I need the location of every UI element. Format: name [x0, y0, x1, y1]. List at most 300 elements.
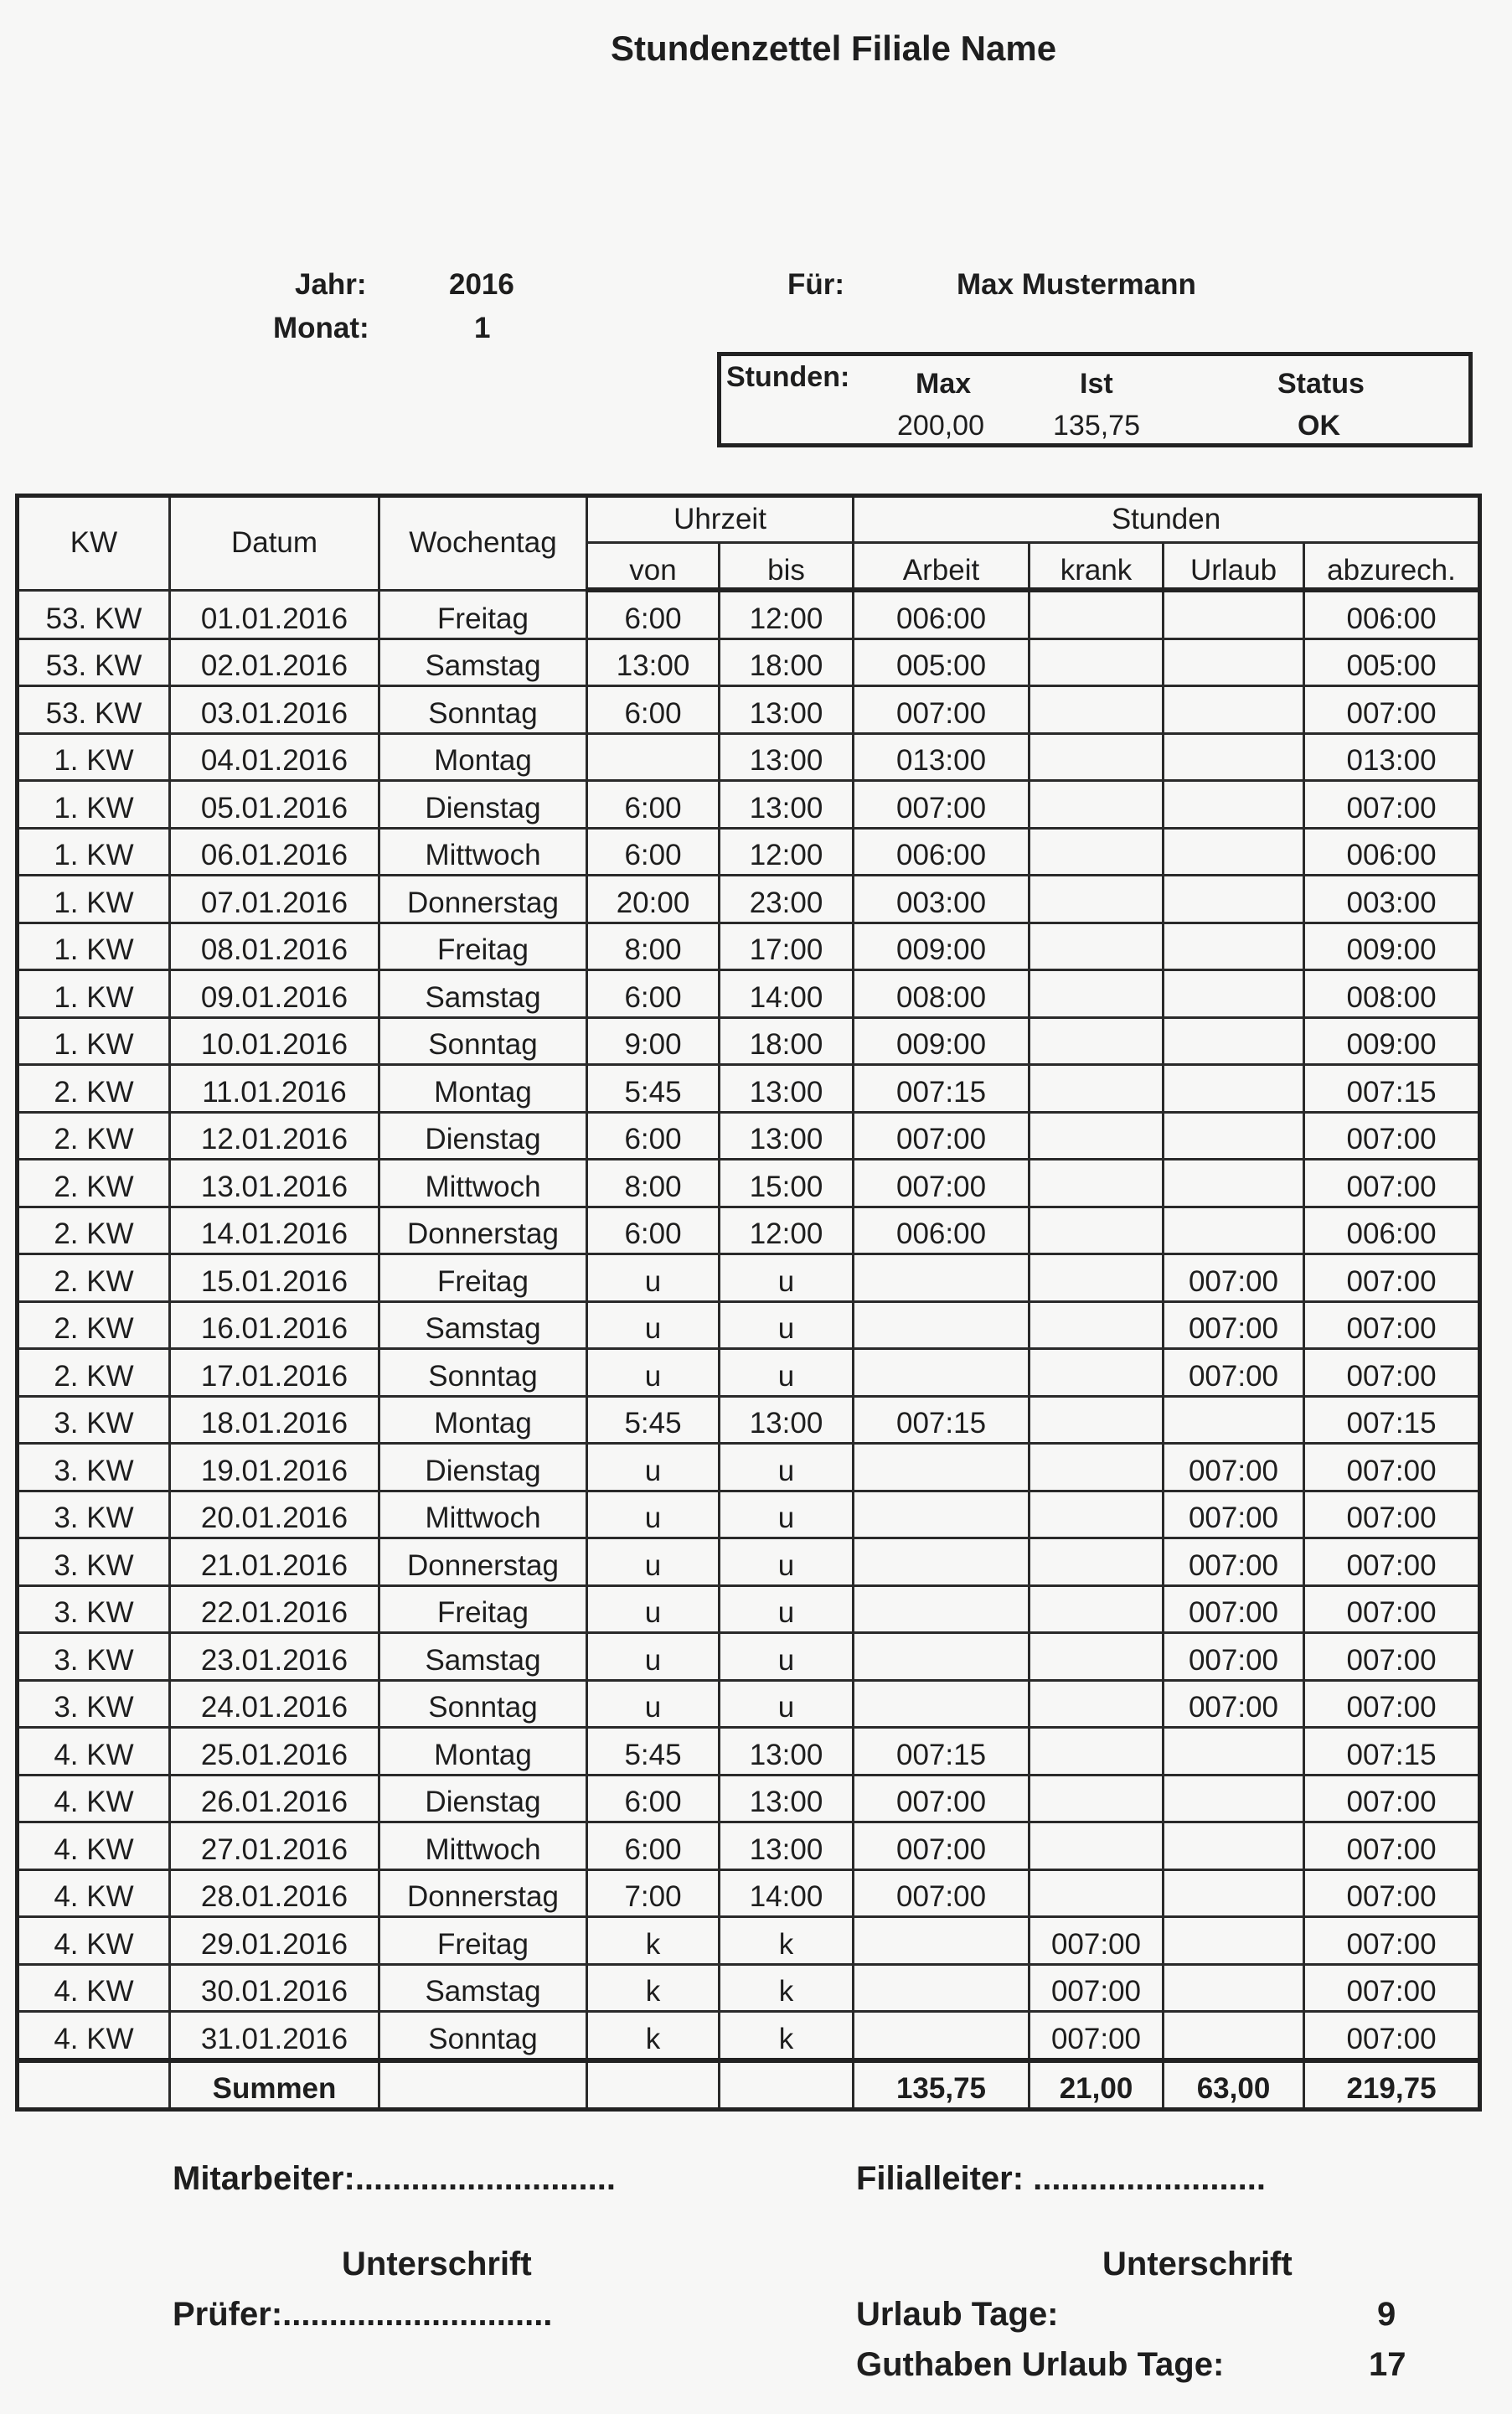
cell-urlaub: [1164, 1065, 1304, 1113]
cell-abzurech: 007:00: [1304, 1112, 1480, 1160]
cell-kw: 3. KW: [18, 1491, 170, 1538]
cell-urlaub: 007:00: [1164, 1254, 1304, 1302]
cell-wochentag: Freitag: [379, 590, 587, 638]
cell-bis: u: [720, 1538, 854, 1586]
cell-krank: [1030, 1396, 1164, 1444]
cell-datum: 31.01.2016: [170, 2012, 379, 2060]
urlaub-tage-value: 9: [1377, 2296, 1396, 2333]
table-row: [18, 876, 1480, 923]
cell-krank: [1030, 590, 1164, 638]
cell-urlaub: [1164, 1964, 1304, 2012]
cell-wochentag: Freitag: [379, 1917, 587, 1965]
cell-datum: 18.01.2016: [170, 1396, 379, 1444]
cell-datum: 25.01.2016: [170, 1728, 379, 1776]
cell-datum: 26.01.2016: [170, 1775, 379, 1822]
cell-arbeit: 007:00: [854, 1869, 1030, 1917]
cell-arbeit: 007:00: [854, 1775, 1030, 1822]
table-row: [18, 1775, 1480, 1822]
cell-datum: 13.01.2016: [170, 1160, 379, 1207]
cell-urlaub: [1164, 638, 1304, 686]
cell-krank: [1030, 1585, 1164, 1633]
cell-kw: 2. KW: [18, 1207, 170, 1254]
cell-wochentag: Samstag: [379, 970, 587, 1018]
cell-bis: u: [720, 1585, 854, 1633]
table-row: [18, 781, 1480, 829]
cell-kw: 2. KW: [18, 1254, 170, 1302]
cell-datum: 07.01.2016: [170, 876, 379, 923]
cell-bis: 17:00: [720, 923, 854, 970]
cell-kw: 2. KW: [18, 1349, 170, 1397]
cell-abzurech: 009:00: [1304, 923, 1480, 970]
cell-kw: 3. KW: [18, 1538, 170, 1586]
cell-arbeit: 009:00: [854, 1017, 1030, 1065]
cell-bis: 14:00: [720, 1869, 854, 1917]
cell-bis: 13:00: [720, 1396, 854, 1444]
cell-kw: 4. KW: [18, 1964, 170, 2012]
cell-datum: 11.01.2016: [170, 1065, 379, 1113]
cell-abzurech: 007:00: [1304, 1444, 1480, 1491]
cell-wochentag: Donnerstag: [379, 1538, 587, 1586]
cell-kw: 2. KW: [18, 1160, 170, 1207]
cell-krank: [1030, 876, 1164, 923]
unterschrift-right: Unterschrift: [1102, 2246, 1293, 2282]
cell-bis: u: [720, 1254, 854, 1302]
cell-kw: 53. KW: [18, 686, 170, 734]
cell-kw: 4. KW: [18, 1917, 170, 1965]
header-datum: Datum: [170, 496, 379, 591]
table-row: [18, 1349, 1480, 1397]
cell-datum: 04.01.2016: [170, 733, 379, 781]
cell-krank: [1030, 828, 1164, 876]
cell-arbeit: 007:00: [854, 1160, 1030, 1207]
header-urlaub: Urlaub: [1164, 543, 1304, 591]
cell-abzurech: 007:00: [1304, 1964, 1480, 2012]
cell-kw: 1. KW: [18, 733, 170, 781]
cell-krank: [1030, 1775, 1164, 1822]
cell-krank: [1030, 1301, 1164, 1349]
cell-abzurech: 007:00: [1304, 1538, 1480, 1586]
sum-empty-bis: [720, 2060, 854, 2110]
table-row: [18, 590, 1480, 638]
monat-label: Monat:: [273, 312, 369, 344]
cell-von: 6:00: [587, 590, 720, 638]
table-row: [18, 1633, 1480, 1681]
cell-wochentag: Dienstag: [379, 1112, 587, 1160]
cell-abzurech: 006:00: [1304, 1207, 1480, 1254]
cell-arbeit: [854, 1964, 1030, 2012]
table-row: [18, 1491, 1480, 1538]
cell-datum: 01.01.2016: [170, 590, 379, 638]
cell-datum: 27.01.2016: [170, 1822, 379, 1870]
cell-kw: 1. KW: [18, 781, 170, 829]
cell-bis: 12:00: [720, 1207, 854, 1254]
cell-wochentag: Montag: [379, 1065, 587, 1113]
cell-wochentag: Sonntag: [379, 686, 587, 734]
cell-urlaub: [1164, 1917, 1304, 1965]
sum-empty-kw: [18, 2060, 170, 2110]
cell-kw: 53. KW: [18, 638, 170, 686]
cell-wochentag: Dienstag: [379, 781, 587, 829]
cell-krank: [1030, 1633, 1164, 1681]
cell-bis: 13:00: [720, 1775, 854, 1822]
cell-kw: 4. KW: [18, 2012, 170, 2060]
cell-urlaub: [1164, 1775, 1304, 1822]
header-krank: krank: [1030, 543, 1164, 591]
table-row: [18, 733, 1480, 781]
cell-urlaub: [1164, 876, 1304, 923]
cell-abzurech: 007:00: [1304, 1349, 1480, 1397]
fuer-label: Für:: [787, 268, 845, 301]
cell-bis: u: [720, 1680, 854, 1728]
cell-urlaub: [1164, 1112, 1304, 1160]
header-stunden: Stunden: [854, 496, 1480, 543]
cell-datum: 14.01.2016: [170, 1207, 379, 1254]
cell-krank: [1030, 1017, 1164, 1065]
cell-von: 6:00: [587, 1112, 720, 1160]
cell-arbeit: 006:00: [854, 1207, 1030, 1254]
cell-urlaub: [1164, 2012, 1304, 2060]
cell-bis: u: [720, 1301, 854, 1349]
cell-von: 6:00: [587, 781, 720, 829]
cell-abzurech: 005:00: [1304, 638, 1480, 686]
cell-datum: 28.01.2016: [170, 1869, 379, 1917]
cell-abzurech: 007:00: [1304, 686, 1480, 734]
cell-krank: [1030, 686, 1164, 734]
table-row: [18, 1017, 1480, 1065]
cell-krank: [1030, 638, 1164, 686]
cell-abzurech: 007:00: [1304, 1254, 1480, 1302]
cell-von: 6:00: [587, 686, 720, 734]
cell-bis: k: [720, 1964, 854, 2012]
cell-kw: 2. KW: [18, 1112, 170, 1160]
cell-urlaub: 007:00: [1164, 1444, 1304, 1491]
cell-abzurech: 007:00: [1304, 1301, 1480, 1349]
table-row: [18, 1207, 1480, 1254]
cell-wochentag: Freitag: [379, 923, 587, 970]
cell-bis: 13:00: [720, 1112, 854, 1160]
cell-abzurech: 007:00: [1304, 1822, 1480, 1870]
cell-von: 6:00: [587, 970, 720, 1018]
cell-krank: [1030, 781, 1164, 829]
cell-kw: 3. KW: [18, 1585, 170, 1633]
cell-von: u: [587, 1491, 720, 1538]
summary-status-value: OK: [1298, 410, 1340, 442]
cell-abzurech: 007:15: [1304, 1065, 1480, 1113]
cell-von: 6:00: [587, 828, 720, 876]
cell-bis: u: [720, 1633, 854, 1681]
cell-urlaub: 007:00: [1164, 1538, 1304, 1586]
cell-arbeit: [854, 1254, 1030, 1302]
cell-abzurech: 007:00: [1304, 1917, 1480, 1965]
cell-abzurech: 007:00: [1304, 1775, 1480, 1822]
cell-arbeit: 008:00: [854, 970, 1030, 1018]
cell-krank: [1030, 923, 1164, 970]
pruefer-signature-line: Prüfer:.............................: [173, 2296, 553, 2333]
cell-kw: 1. KW: [18, 828, 170, 876]
table-row: [18, 638, 1480, 686]
cell-urlaub: 007:00: [1164, 1633, 1304, 1681]
cell-datum: 20.01.2016: [170, 1491, 379, 1538]
cell-arbeit: [854, 1633, 1030, 1681]
cell-wochentag: Donnerstag: [379, 876, 587, 923]
cell-krank: 007:00: [1030, 2012, 1164, 2060]
cell-datum: 23.01.2016: [170, 1633, 379, 1681]
cell-arbeit: 013:00: [854, 733, 1030, 781]
cell-bis: 13:00: [720, 781, 854, 829]
cell-wochentag: Dienstag: [379, 1444, 587, 1491]
cell-von: 7:00: [587, 1869, 720, 1917]
cell-wochentag: Mittwoch: [379, 828, 587, 876]
sum-arbeit: 135,75: [854, 2060, 1030, 2110]
cell-krank: [1030, 1160, 1164, 1207]
cell-krank: [1030, 1869, 1164, 1917]
table-row: [18, 1585, 1480, 1633]
cell-urlaub: [1164, 1728, 1304, 1776]
cell-von: u: [587, 1538, 720, 1586]
cell-urlaub: [1164, 590, 1304, 638]
cell-arbeit: [854, 1917, 1030, 1965]
cell-urlaub: [1164, 781, 1304, 829]
cell-von: k: [587, 2012, 720, 2060]
cell-datum: 22.01.2016: [170, 1585, 379, 1633]
cell-wochentag: Samstag: [379, 638, 587, 686]
cell-urlaub: 007:00: [1164, 1585, 1304, 1633]
cell-wochentag: Sonntag: [379, 2012, 587, 2060]
cell-datum: 02.01.2016: [170, 638, 379, 686]
cell-krank: [1030, 1491, 1164, 1538]
cell-kw: 2. KW: [18, 1065, 170, 1113]
cell-urlaub: [1164, 686, 1304, 734]
cell-abzurech: 003:00: [1304, 876, 1480, 923]
cell-wochentag: Montag: [379, 1728, 587, 1776]
cell-krank: [1030, 1680, 1164, 1728]
cell-krank: [1030, 1822, 1164, 1870]
header-von: von: [587, 543, 720, 591]
cell-urlaub: [1164, 828, 1304, 876]
cell-wochentag: Dienstag: [379, 1775, 587, 1822]
cell-abzurech: 007:00: [1304, 1680, 1480, 1728]
table-row: [18, 970, 1480, 1018]
sum-urlaub: 63,00: [1164, 2060, 1304, 2110]
cell-arbeit: [854, 1349, 1030, 1397]
cell-abzurech: 009:00: [1304, 1017, 1480, 1065]
table-row: [18, 1065, 1480, 1113]
cell-arbeit: 007:00: [854, 1112, 1030, 1160]
cell-von: u: [587, 1444, 720, 1491]
cell-abzurech: 013:00: [1304, 733, 1480, 781]
cell-arbeit: 006:00: [854, 590, 1030, 638]
cell-von: 6:00: [587, 1775, 720, 1822]
cell-kw: 53. KW: [18, 590, 170, 638]
cell-arbeit: 007:00: [854, 781, 1030, 829]
cell-urlaub: [1164, 733, 1304, 781]
summary-ist-label: Ist: [1080, 368, 1113, 400]
cell-arbeit: [854, 1301, 1030, 1349]
cell-arbeit: 007:15: [854, 1728, 1030, 1776]
cell-bis: 15:00: [720, 1160, 854, 1207]
table-row: [18, 1538, 1480, 1586]
cell-von: 5:45: [587, 1065, 720, 1113]
cell-urlaub: [1164, 1822, 1304, 1870]
table-row: [18, 1254, 1480, 1302]
cell-kw: 3. KW: [18, 1680, 170, 1728]
cell-arbeit: [854, 1491, 1030, 1538]
cell-kw: 4. KW: [18, 1728, 170, 1776]
cell-urlaub: [1164, 970, 1304, 1018]
cell-abzurech: 007:00: [1304, 1491, 1480, 1538]
cell-datum: 10.01.2016: [170, 1017, 379, 1065]
table-row: [18, 1112, 1480, 1160]
cell-von: 6:00: [587, 1207, 720, 1254]
cell-bis: 14:00: [720, 970, 854, 1018]
cell-wochentag: Sonntag: [379, 1017, 587, 1065]
jahr-value: 2016: [449, 268, 514, 301]
summary-max-value: 200,00: [897, 410, 984, 442]
cell-von: u: [587, 1680, 720, 1728]
cell-krank: [1030, 1444, 1164, 1491]
cell-arbeit: [854, 1585, 1030, 1633]
cell-arbeit: 006:00: [854, 828, 1030, 876]
cell-bis: 13:00: [720, 733, 854, 781]
cell-arbeit: 007:00: [854, 686, 1030, 734]
cell-abzurech: 008:00: [1304, 970, 1480, 1018]
monat-value: 1: [474, 312, 491, 344]
guthaben-urlaub-label: Guthaben Urlaub Tage:: [856, 2346, 1225, 2383]
cell-krank: [1030, 733, 1164, 781]
cell-wochentag: Montag: [379, 733, 587, 781]
cell-abzurech: 007:00: [1304, 781, 1480, 829]
cell-krank: 007:00: [1030, 1964, 1164, 2012]
cell-wochentag: Mittwoch: [379, 1491, 587, 1538]
cell-datum: 15.01.2016: [170, 1254, 379, 1302]
cell-wochentag: Sonntag: [379, 1680, 587, 1728]
cell-krank: [1030, 1538, 1164, 1586]
header-bis: bis: [720, 543, 854, 591]
cell-bis: k: [720, 2012, 854, 2060]
cell-urlaub: [1164, 923, 1304, 970]
cell-kw: 4. KW: [18, 1775, 170, 1822]
cell-krank: [1030, 1254, 1164, 1302]
cell-von: u: [587, 1633, 720, 1681]
cell-abzurech: 007:15: [1304, 1396, 1480, 1444]
cell-abzurech: 007:00: [1304, 2012, 1480, 2060]
cell-urlaub: 007:00: [1164, 1301, 1304, 1349]
cell-urlaub: 007:00: [1164, 1680, 1304, 1728]
sum-empty-wochentag: [379, 2060, 587, 2110]
cell-wochentag: Donnerstag: [379, 1207, 587, 1254]
cell-von: u: [587, 1585, 720, 1633]
header-abzurech: abzurech.: [1304, 543, 1480, 591]
cell-datum: 19.01.2016: [170, 1444, 379, 1491]
table-row: [18, 686, 1480, 734]
cell-abzurech: 007:15: [1304, 1728, 1480, 1776]
cell-von: u: [587, 1349, 720, 1397]
cell-kw: 1. KW: [18, 1017, 170, 1065]
summary-ist-value: 135,75: [1053, 410, 1140, 442]
cell-kw: 3. KW: [18, 1396, 170, 1444]
table-row: [18, 1396, 1480, 1444]
cell-von: k: [587, 1917, 720, 1965]
table-row: [18, 1822, 1480, 1870]
cell-von: 5:45: [587, 1728, 720, 1776]
cell-bis: u: [720, 1349, 854, 1397]
cell-arbeit: 007:15: [854, 1065, 1030, 1113]
cell-datum: 06.01.2016: [170, 828, 379, 876]
table-row: [18, 1160, 1480, 1207]
cell-wochentag: Donnerstag: [379, 1869, 587, 1917]
cell-abzurech: 006:00: [1304, 828, 1480, 876]
table-row: [18, 923, 1480, 970]
table-row: [18, 1680, 1480, 1728]
cell-wochentag: Freitag: [379, 1585, 587, 1633]
guthaben-urlaub-value: 17: [1369, 2346, 1406, 2383]
cell-datum: 09.01.2016: [170, 970, 379, 1018]
cell-wochentag: Samstag: [379, 1301, 587, 1349]
cell-von: 8:00: [587, 923, 720, 970]
cell-von: 6:00: [587, 1822, 720, 1870]
header-arbeit: Arbeit: [854, 543, 1030, 591]
cell-von: 13:00: [587, 638, 720, 686]
summary-label: Stunden:: [726, 361, 850, 393]
cell-wochentag: Mittwoch: [379, 1160, 587, 1207]
cell-urlaub: 007:00: [1164, 1491, 1304, 1538]
table-row: [18, 1301, 1480, 1349]
table-row: [18, 1917, 1480, 1965]
cell-arbeit: [854, 1444, 1030, 1491]
timesheet-table: [15, 494, 1482, 2112]
table-row: [18, 1444, 1480, 1491]
cell-datum: 30.01.2016: [170, 1964, 379, 2012]
cell-bis: 12:00: [720, 828, 854, 876]
jahr-label: Jahr:: [295, 268, 367, 301]
cell-krank: [1030, 1112, 1164, 1160]
sum-empty-von: [587, 2060, 720, 2110]
cell-urlaub: [1164, 1396, 1304, 1444]
cell-datum: 29.01.2016: [170, 1917, 379, 1965]
cell-krank: [1030, 1207, 1164, 1254]
employee-name: Max Mustermann: [957, 268, 1196, 301]
page-title: Stundenzettel Filiale Name: [610, 28, 1057, 68]
cell-von: 8:00: [587, 1160, 720, 1207]
cell-kw: 1. KW: [18, 923, 170, 970]
table-row: [18, 2012, 1480, 2060]
cell-datum: 03.01.2016: [170, 686, 379, 734]
cell-urlaub: [1164, 1207, 1304, 1254]
header-uhrzeit: Uhrzeit: [587, 496, 854, 543]
cell-bis: 13:00: [720, 1728, 854, 1776]
cell-arbeit: 005:00: [854, 638, 1030, 686]
cell-von: u: [587, 1254, 720, 1302]
cell-kw: 4. KW: [18, 1869, 170, 1917]
cell-arbeit: [854, 2012, 1030, 2060]
sum-row: [18, 2060, 1480, 2110]
cell-datum: 12.01.2016: [170, 1112, 379, 1160]
cell-kw: 1. KW: [18, 970, 170, 1018]
cell-urlaub: [1164, 1160, 1304, 1207]
sum-krank: 21,00: [1030, 2060, 1164, 2110]
sum-label: Summen: [170, 2060, 379, 2110]
cell-bis: 13:00: [720, 1065, 854, 1113]
cell-arbeit: 007:00: [854, 1822, 1030, 1870]
cell-wochentag: Montag: [379, 1396, 587, 1444]
cell-wochentag: Freitag: [379, 1254, 587, 1302]
table-row: [18, 1869, 1480, 1917]
cell-arbeit: 003:00: [854, 876, 1030, 923]
cell-bis: 12:00: [720, 590, 854, 638]
mitarbeiter-signature-line: Mitarbeiter:............................: [173, 2160, 616, 2197]
cell-von: u: [587, 1301, 720, 1349]
cell-von: 9:00: [587, 1017, 720, 1065]
